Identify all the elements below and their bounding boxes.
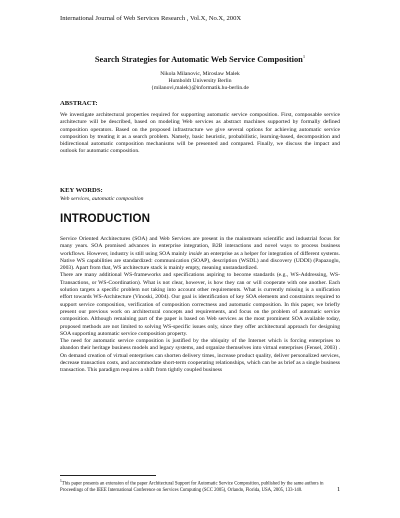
footnote-text: This paper presents an extension of the paper Architectural Support for Automatic Service Composition, published by the same authors in Proceedings of the IEEE International Conference on Services Computing (SCC 2005), Orlando, Florida, USA, 2005, 133-140. (60, 481, 324, 493)
title-footnote-mark: 1 (302, 54, 306, 59)
intro-p1-text-a: Service Oriented Architectures (SOA) and Web Services are present in the mainstream scientific and industrial focus for many years. SOA promised advances in enterprise integration, B2B interactions and novel ways to process business workflows. However, industry is still using SOA mainly (60, 236, 340, 257)
author-email: {milanovi,malek}@informatik.hu-berlin.de (151, 85, 249, 92)
intro-paragraph-2: There are many additional WS-frameworks and specifications aspiring to become standards (e.g., WS-Addressing, WS-Transactions, or WS-Coordination). What is not clear, however, is how they can or will cooperate with one another. Each solution targets a specific problem not taking into account other requirements. What is currently missing is a unification effort towards WS-Architecture (Vinoski, 2004). Our goal is identification of key SOA elements and constraints required to support service composition, verification of composition correctness and automatic composition. In this paper, we briefly present our previous work on architectural concepts and requirements, and focus on the problem of automatic service composition. Although remaining part of the paper is based on Web services as the most prominent SOA available today, proposed methods are not limited to solving WS-specific issues only, since they offer architectural approach for designing SOA supporting automatic service composition property. (60, 272, 340, 337)
paper-title (40, 54, 360, 64)
keywords-heading: KEY WORDS: (60, 187, 103, 194)
author-affiliation: Humboldt University Berlin (168, 78, 232, 85)
introduction-heading: INTRODUCTION (60, 212, 151, 225)
paper-title-text: Search Strategies for Automatic Web Service Composition (94, 54, 303, 64)
intro-paragraph-3: The need for automatic service composition is justified by the ubiquity of the Internet which is forcing enterprises to abandon their heritage business models and legacy systems, and organize themselves into virtual enterprises (Fensel, 2003) . On demand creation of virtual enterprises can shorten delivery times, increase product quality, deliver personalized services, decrease transaction costs, and accommodate short-term cooperating relationships, which can be as brief as a single business transaction. This paradigm requires a shift from tightly coupled business (60, 338, 340, 374)
footnote-mark: 1 (60, 479, 62, 483)
author-names: Nikola Milanovic, Miroslaw Malek (160, 71, 240, 77)
abstract-text: We investigate architectural properties required for supporting automatic service composition. First, composable service architecture will be described, based on modeling Web services as abstract machines supported by formally defined composition operators. Based on the proposed infrastructure we give several options for achieving automatic service composition by treating it as a search problem. Namely, basic heuristic, probabilistic, learning-based, decomposition and bidirectional automatic composition mechanisms will be presented and compared. Finally, we discuss the impact and outlook for automatic composition. (60, 112, 340, 155)
intro-p1-text-b: an enterprise as a helper for integration of different systems. Native WS capabilities are standardized: communication (SOAP), description (WSDL) and discovery (UDDI) (Papazoglu, 2003). Apart from that, WS architecture stack is mainly empty, meaning unstandardized. (60, 250, 341, 272)
intro-paragraph-1 (60, 236, 340, 272)
author-block (60, 71, 340, 93)
keywords-text: Web services, automatic composition (60, 196, 144, 202)
intro-p1-italic: inside (188, 250, 203, 257)
abstract-heading: ABSTRACT: (60, 100, 98, 107)
introduction-body (60, 236, 340, 375)
footnote-divider (60, 475, 156, 476)
running-header: International Journal of Web Services Research , Vol.X, No.X, 200X (60, 15, 242, 22)
footnote (60, 478, 340, 494)
page-number: 1 (337, 486, 341, 493)
